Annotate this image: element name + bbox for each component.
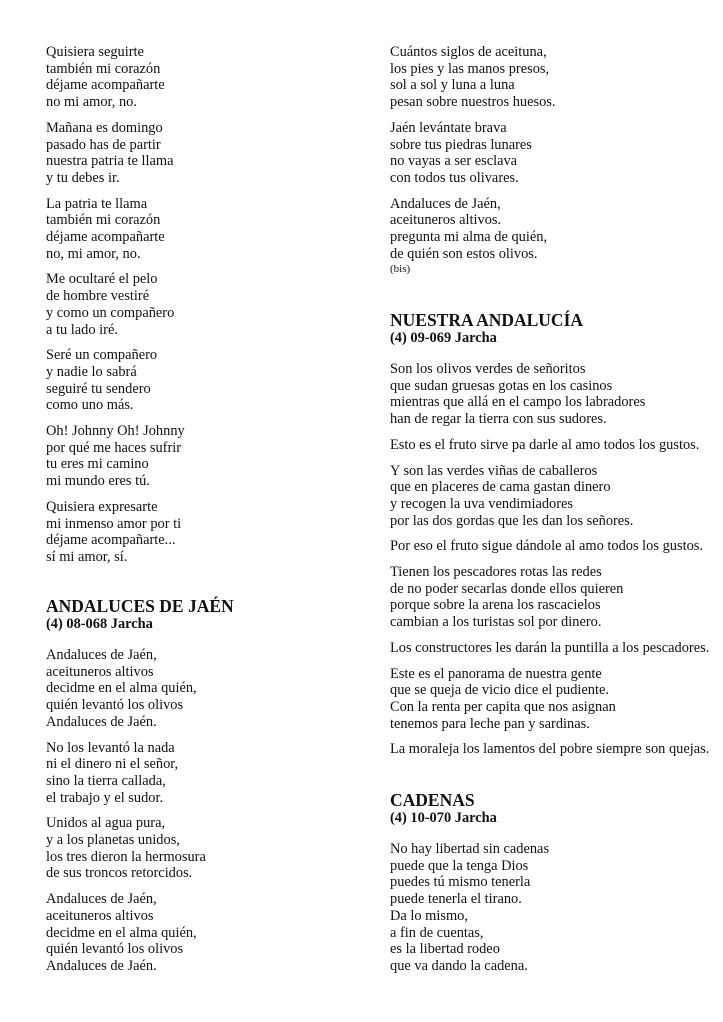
- verse-line: Andaluces de Jaén,: [46, 647, 157, 663]
- verse-line: a tu lado iré.: [46, 321, 118, 338]
- verse-line: Oh! Johnny Oh! Johnny: [46, 423, 185, 440]
- verse-line: puede que la tenga Dios: [390, 857, 529, 874]
- song-title: ANDALUCES DE JAÉN: [46, 596, 234, 616]
- verse-line: que sudan gruesas gotas en los casinos: [390, 377, 613, 394]
- verse-line: tu eres mi camino: [46, 456, 149, 473]
- stanza: [390, 120, 720, 187]
- verse-line: han de regar la tierra con sus sudores.: [390, 411, 607, 428]
- verse-line: La moraleja los lamentos del pobre siempre son quejas.: [390, 741, 710, 758]
- verse-line: tenemos para leche pan y sardinas.: [390, 715, 590, 732]
- song-cadenas: [390, 790, 720, 984]
- verse-line: que en placeres de cama gastan dinero: [390, 479, 611, 496]
- verse-line: Quisiera expresarte: [46, 498, 158, 515]
- verse-line: y como un compañero: [46, 304, 175, 321]
- verse-line: pasado has de partir: [46, 136, 161, 153]
- stanza: [46, 347, 366, 414]
- left-column: [46, 44, 366, 575]
- verse-line: de no poder secarlas donde ellos quieren: [390, 580, 624, 597]
- verse-line: Mañana es domingo: [46, 119, 163, 136]
- stanza: [46, 891, 366, 975]
- verse-line: Con la renta per capita que nos asignan: [390, 698, 616, 715]
- verse-line: sino la tierra callada,: [46, 772, 166, 789]
- song-continued-right: [390, 44, 720, 276]
- verse-line: decidme en el alma quién,: [46, 924, 197, 941]
- verse-line: por qué me haces sufrir: [46, 439, 182, 456]
- verse-line: aceituneros altivos: [46, 907, 154, 924]
- repeat-note: (bis): [390, 263, 411, 276]
- verse-line: Andaluces de Jaén,: [46, 891, 157, 908]
- song-subtitle: (4) 10-070 Jarcha: [390, 810, 497, 826]
- song-header: [46, 596, 366, 633]
- verse-line: de quién son estos olivos.: [390, 245, 538, 262]
- verse-line: ni el dinero ni el señor,: [46, 756, 179, 773]
- verse-line: con todos tus olivares.: [390, 169, 519, 186]
- verse-line: porque sobre la arena los rascacielos: [390, 597, 601, 614]
- verse-line: también mi corazón: [46, 212, 161, 229]
- verse-line: quién levantó los olivos: [46, 941, 184, 958]
- stanza: [390, 44, 720, 111]
- verse-line: nuestra patria te llama: [46, 153, 174, 170]
- verse-line: de sus troncos retorcidos.: [46, 865, 193, 882]
- verse-line: y recogen la uva vendimiadores: [390, 495, 574, 512]
- verse-line: Seré un compañero: [46, 347, 158, 364]
- verse-line: Unidos al agua pura,: [46, 815, 166, 832]
- verse-line: mi inmenso amor por ti: [46, 515, 182, 532]
- verse-line: No los levantó la nada: [46, 739, 175, 756]
- song-subtitle: (4) 08-068 Jarcha: [46, 616, 153, 632]
- verse-line: y a los planetas unidos,: [46, 832, 180, 849]
- stanza: [390, 564, 720, 631]
- verse-line: de hombre vestiré: [46, 288, 150, 305]
- verse-line: No hay libertad sin cadenas: [390, 841, 550, 857]
- song-title: NUESTRA ANDALUCÍA: [390, 310, 584, 330]
- verse-line: Tienen los pescadores rotas las redes: [390, 564, 602, 581]
- verse-line: aceituneros altivos.: [390, 212, 502, 229]
- verse-line: déjame acompañarte: [46, 77, 165, 94]
- verse-line: Esto es el fruto sirve pa darle al amo todos los gustos.: [390, 436, 700, 453]
- stanza: [46, 196, 366, 263]
- stanza: [46, 815, 366, 882]
- song-continued-left: [46, 44, 366, 566]
- verse-line: Los constructores les darán la puntilla a los pescadores.: [390, 639, 710, 656]
- verse-line: Cuántos siglos de aceituna,: [390, 44, 547, 60]
- verse-line: no, mi amor, no.: [46, 245, 141, 262]
- verse-line: los tres dieron la hermosura: [46, 848, 206, 865]
- song-subtitle: (4) 09-069 Jarcha: [390, 330, 497, 346]
- verse-line: Quisiera seguirte: [46, 44, 144, 60]
- verse-line: Andaluces de Jaén,: [390, 195, 501, 212]
- refrain: [390, 538, 720, 555]
- verse-line: el trabajo y el sudor.: [46, 789, 164, 806]
- song-title: CADENAS: [390, 790, 475, 810]
- verse-line: y tu debes ir.: [46, 169, 120, 186]
- verse-line: es la libertad rodeo: [390, 941, 500, 958]
- verse-line: decidme en el alma quién,: [46, 680, 197, 697]
- verse-line: no mi amor, no.: [46, 94, 137, 111]
- refrain: [390, 741, 720, 758]
- verse-line: Por eso el fruto sigue dándole al amo todos los gustos.: [390, 538, 703, 555]
- stanza: [46, 499, 366, 566]
- verse-line: quién levantó los olivos: [46, 697, 184, 714]
- refrain: [390, 640, 720, 657]
- stanza: [390, 463, 720, 530]
- verse-line: aceituneros altivos: [46, 663, 154, 680]
- verse-line: también mi corazón: [46, 60, 161, 77]
- verse-line: mientras que allá en el campo los labradores: [390, 394, 646, 411]
- stanza: [46, 271, 366, 338]
- refrain: [390, 437, 720, 454]
- verse-line: no vayas a ser esclava: [390, 153, 518, 170]
- verse-line: Andaluces de Jaén.: [46, 957, 157, 974]
- verse-line: que se queja de vicio dice el pudiente.: [390, 682, 609, 699]
- verse-line: puedes tú mismo tenerla: [390, 874, 531, 891]
- verse-line: Da lo mismo,: [390, 907, 468, 924]
- verse-line: La patria te llama: [46, 195, 148, 212]
- verse-line: Me ocultaré el pelo: [46, 271, 158, 288]
- verse-line: Son los olivos verdes de señoritos: [390, 361, 586, 377]
- verse-line: por las dos gordas que les dan los señores.: [390, 512, 634, 529]
- verse-line: déjame acompañarte: [46, 229, 165, 246]
- stanza: [390, 841, 720, 975]
- stanza: [390, 361, 720, 428]
- stanza: [46, 120, 366, 187]
- verse-line: Y son las verdes viñas de caballeros: [390, 462, 598, 479]
- stanza: [390, 666, 720, 733]
- verse-line: puede tenerla el tirano.: [390, 891, 522, 908]
- verse-line: Andaluces de Jaén.: [46, 713, 157, 730]
- verse-line: los pies y las manos presos,: [390, 60, 550, 77]
- verse-line: seguiré tu sendero: [46, 380, 151, 397]
- verse-line: cambian a los turistas sol por dinero.: [390, 614, 602, 631]
- stanza: [46, 44, 366, 111]
- stanza: [46, 740, 366, 807]
- song-andaluces-de-jaen: [46, 596, 366, 984]
- verse-line: pesan sobre nuestros huesos.: [390, 94, 556, 111]
- right-column: [390, 44, 720, 276]
- verse-line: sobre tus piedras lunares: [390, 136, 532, 153]
- verse-line: a fin de cuentas,: [390, 924, 484, 941]
- verse-line: Este es el panorama de nuestra gente: [390, 665, 602, 682]
- verse-line: sí mi amor, sí.: [46, 548, 128, 565]
- stanza: [46, 423, 366, 490]
- verse-line: y nadie lo sabrá: [46, 363, 137, 380]
- stanza: [46, 647, 366, 731]
- verse-line: pregunta mi alma de quién,: [390, 229, 548, 246]
- stanza: [390, 196, 720, 263]
- song-nuestra-andalucia: [390, 310, 720, 767]
- verse-line: sol a sol y luna a luna: [390, 77, 515, 94]
- verse-line: mi mundo eres tú.: [46, 473, 150, 490]
- verse-line: como uno más.: [46, 397, 134, 414]
- song-header: [390, 310, 720, 347]
- verse-line: Jaén levántate brava: [390, 119, 507, 136]
- verse-line: déjame acompañarte...: [46, 532, 176, 549]
- song-header: [390, 790, 720, 827]
- verse-line: que va dando la cadena.: [390, 957, 528, 974]
